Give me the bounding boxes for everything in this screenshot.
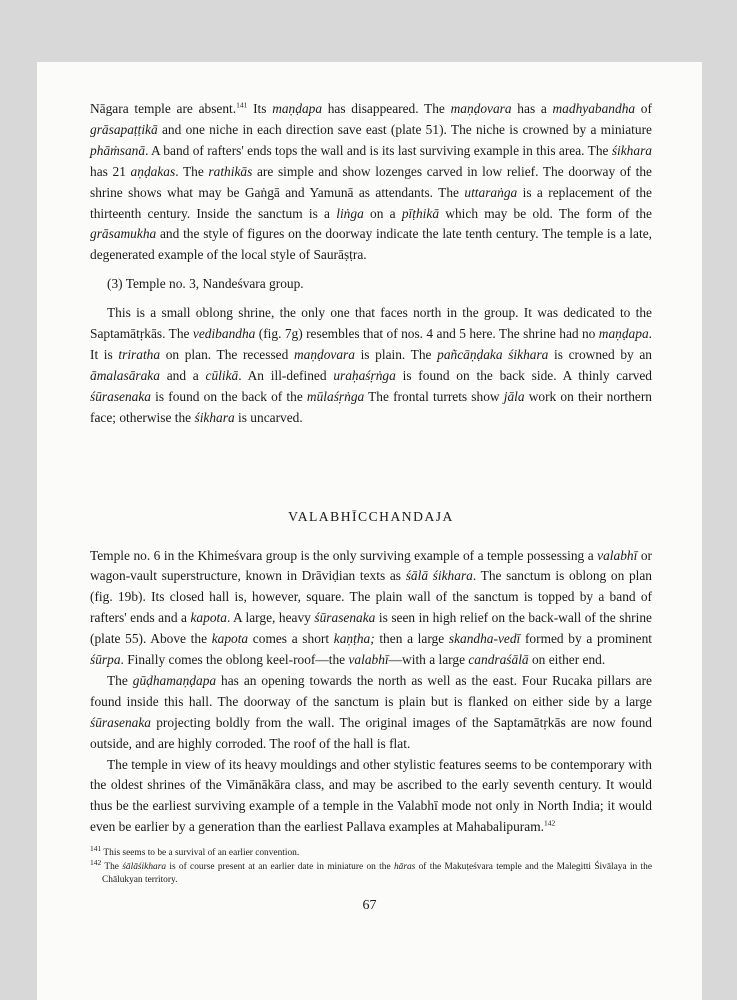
book-page — [37, 62, 702, 1000]
list-item-heading: (3) Temple no. 3, Nandeśvara group. — [107, 276, 304, 292]
footnotes — [90, 843, 652, 888]
paragraph: The gūḍhamaṇḍapa has an opening towards the north as well as the east. Four Rucaka pillars are found inside this hall. The doorway of the sanctum is plain but is flanked on either side by a large śūrasenaka projecting boldly from the wall. The original images of the Saptamātṛkās are now found outside, and are highly corroded. The roof of the hall is flat. — [90, 672, 652, 751]
footnote: $^{141}$ This seems to be a survival of an earlier convention. — [90, 843, 300, 858]
paragraph: Nāgara temple are absent.$^{141}$ Its maṇḍapa has disappeared. The maṇḍovara has a madhyabandha of grāsapaṭṭikā and one niche in each direction save east (plate 51). The niche is crowned by a miniature phāṁsanā. A band of rafters' ends tops the wall and is its last surviving example in this area. The śikhara has 21 aṇḍakas. The rathikās are simple and show lozenges carved in low relief. The doorway of the shrine shows what may be Gaṅgā and Yamunā as attendants. The uttaraṅga is a replacement of the thirteenth century. Inside the sanctum is a liṅga on a pīṭhikā which may be old. The form of the grāsamukha and the style of figures on the doorway indicate the late tenth century. The temple is a late, degenerated example of the local style of Saurāṣṭra. — [90, 100, 653, 263]
page-number: 67 — [362, 898, 377, 913]
body-text — [90, 99, 652, 838]
paragraph: The temple in view of its heavy mouldings and other stylistic features seems to be contemporary with the oldest shrines of the Vimānākāra class, and may be ascribed to the early seventh century. It would thus be the earliest surviving example of a temple in the Valabhī mode not only in North India; it would even be earlier by a generation than the earliest Pallava examples at Mahabalipuram.$^{142}$ — [90, 756, 652, 835]
paragraph: This is a small oblong shrine, the only one that faces north in the group. It was dedicated to the Saptamātṛkās. The vedibandha (fig. 7g) resembles that of nos. 4 and 5 here. The shrine had no maṇḍapa. It is triratha on plan. The recessed maṇḍovara is plain. The pañcāṇḍaka śikhara is crowned by an āmalasāraka and a cūlikā. An ill-defined uraḥaśṛṅga is found on the back side. A thinly carved śūrasenaka is found on the back of the mūlaśṛṅga The frontal turrets show jāla work on their northern face; otherwise the śikhara is uncarved. — [90, 305, 652, 425]
footnote: $^{142}$ The śālāśikhara is of course present at an earlier date in miniature on the hāras of the Makuṭeśvara temple and the Malegitti Śivālaya in the Chālukyan territory. — [90, 857, 652, 885]
paragraph: Temple no. 6 in the Khimeśvara group is the only surviving example of a temple possessing a valabhī or wagon-vault superstructure, known in Drāviḍian texts as śālā śikhara. The sanctum is oblong on plan (fig. 19b). Its closed hall is, however, square. The plain wall of the sanctum is topped by a band of rafters' ends and a kapota. A large, heavy śūrasenaka is seen in high relief on the back-wall of the shrine (plate 55). Above the kapota comes a short kaṇṭha; then a large skandha-vedī formed by a prominent śūrpa. Finally comes the oblong keel-roof—the valabhī—with a large candraśālā on either end. — [90, 547, 653, 668]
section-heading: VALABHĪCCHANDAJA — [288, 508, 454, 524]
